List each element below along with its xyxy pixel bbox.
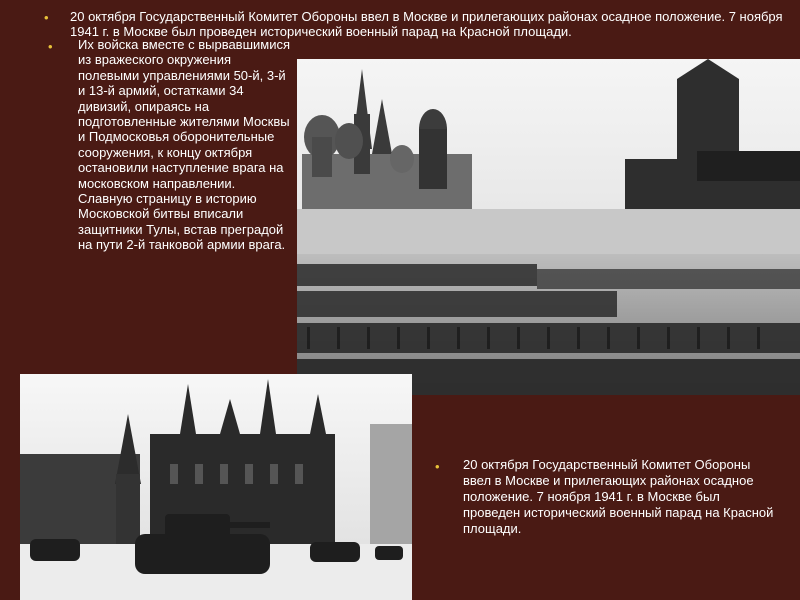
bottom-paragraph: 20 октября Государственный Комитет Обороны ввел в Москве и прилегающих районах осадное положение. 7 ноября 1941 г. в Москве был проведен исторический военный парад на Красной площади. (463, 457, 774, 536)
top-paragraph: 20 октября Государственный Комитет Обороны ввел в Москве и прилегающих районах осадное положение. 7 ноября 1941 г. в Москве был проведен исторический военный парад на Красной площади. (70, 9, 783, 39)
bottom-bullet-icon: • (435, 459, 440, 474)
left-bullet-icon: • (48, 39, 53, 54)
top-bullet-icon: • (44, 10, 49, 25)
left-paragraph: Их войска вместе с вырвавшимися из вражеского окружения полевыми управлениями 50-й, 3-й и 13-й армий, остатками 34 дивизий, опираясь на подготовленные жителями Москвы и Подмосковья оборонительные сооружения, к концу октября остановили наступление врага на московском направлении. Славную страницу в историю Московской битвы вписали защитники Тулы, встав преградой на пути 2-й танковой армии врага. (78, 37, 291, 253)
tanks-at-historical-museum-photo (20, 374, 412, 600)
red-square-parade-photo (297, 59, 800, 395)
